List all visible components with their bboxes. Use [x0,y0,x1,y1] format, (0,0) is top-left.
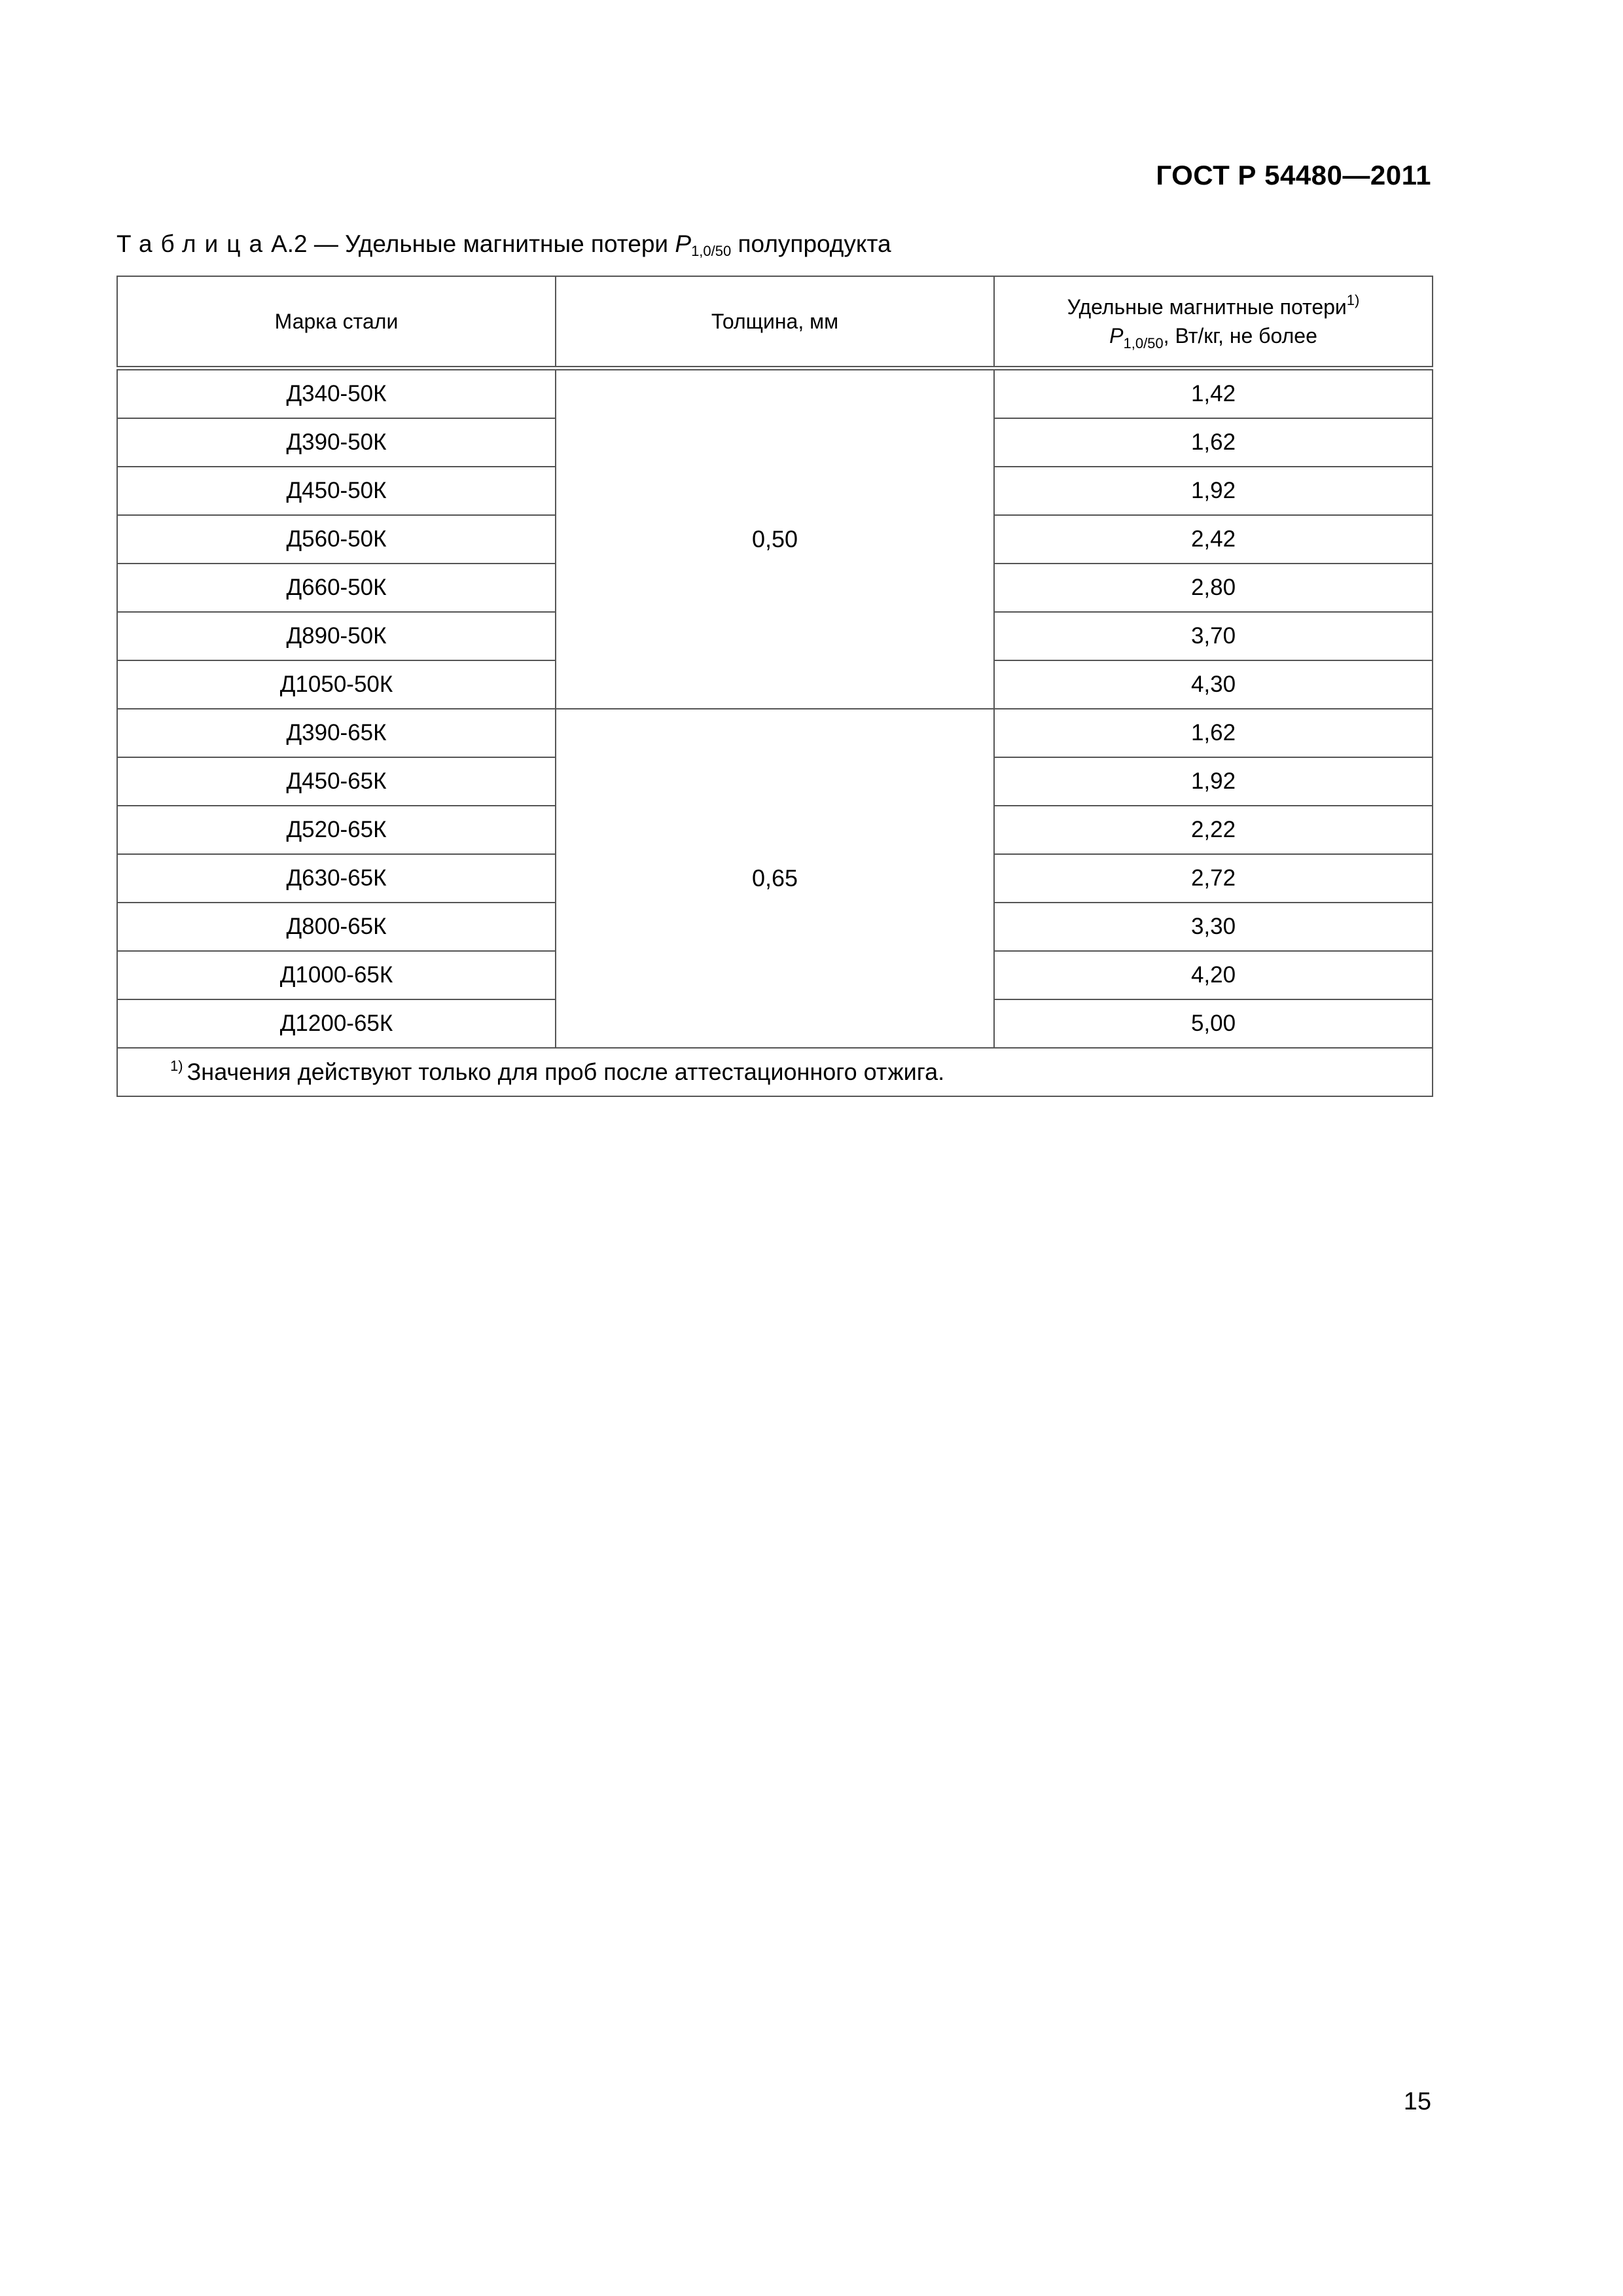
loss-cell: 1,42 [994,368,1433,419]
loss-cell: 1,62 [994,709,1433,757]
table-caption-tail: полупродукта [731,230,891,257]
thickness-cell: 0,50 [556,368,994,709]
table-caption-word: Таблица [116,230,272,257]
grade-cell: Д450-65К [117,757,556,806]
page-number: 15 [1403,2088,1431,2115]
table-body [117,368,1433,1049]
table-caption-symbol-subscript: 1,0/50 [691,243,732,259]
loss-cell: 1,92 [994,467,1433,515]
table-footnote-row [117,1048,1433,1096]
grade-cell: Д800-65К [117,903,556,951]
table-caption [116,230,891,260]
loss-cell: 2,80 [994,564,1433,612]
table-caption-text: — Удельные магнитные потери [307,230,675,257]
steel-losses-table [116,276,1433,1097]
table-caption-symbol: P [675,230,692,257]
grade-cell: Д340-50К [117,368,556,419]
table-row [117,368,1433,419]
loss-cell: 2,22 [994,806,1433,854]
loss-cell: 1,62 [994,418,1433,467]
loss-cell: 4,30 [994,660,1433,709]
thickness-cell: 0,65 [556,709,994,1048]
loss-cell: 4,20 [994,951,1433,999]
table-footnote [117,1048,1433,1096]
grade-cell: Д1200-65К [117,999,556,1048]
footnote-mark: 1) [1346,292,1360,308]
grade-cell: Д450-50К [117,467,556,515]
loss-cell: 3,70 [994,612,1433,660]
loss-cell: 1,92 [994,757,1433,806]
grade-cell: Д560-50К [117,515,556,564]
grade-cell: Д630-65К [117,854,556,903]
loss-cell: 2,72 [994,854,1433,903]
losses-symbol: P [1109,324,1124,348]
grade-cell: Д390-65К [117,709,556,757]
grade-cell: Д1050-50К [117,660,556,709]
document-code: ГОСТ Р 54480—2011 [1156,160,1431,190]
table-header-row [117,276,1433,368]
grade-cell: Д660-50К [117,564,556,612]
grade-cell: Д390-50К [117,418,556,467]
grade-cell: Д890-50К [117,612,556,660]
loss-cell: 5,00 [994,999,1433,1048]
column-header-thickness: Толщина, мм [556,276,994,368]
table-row [117,709,1433,757]
losses-symbol-subscript: 1,0/50 [1123,335,1164,351]
column-header-grade: Марка стали [117,276,556,368]
loss-cell: 3,30 [994,903,1433,951]
column-header-losses-line1: Удельные магнитные потери [1067,295,1347,319]
grade-cell: Д520-65К [117,806,556,854]
footnote-mark: 1) [170,1058,183,1074]
grade-cell: Д1000-65К [117,951,556,999]
column-header-losses-unit: , Вт/кг, не более [1163,324,1317,348]
column-header-losses [994,276,1433,368]
table-caption-number: А.2 [271,230,308,257]
footnote-text: Значения действуют только для проб после аттестационного отжига. [187,1058,945,1085]
loss-cell: 2,42 [994,515,1433,564]
